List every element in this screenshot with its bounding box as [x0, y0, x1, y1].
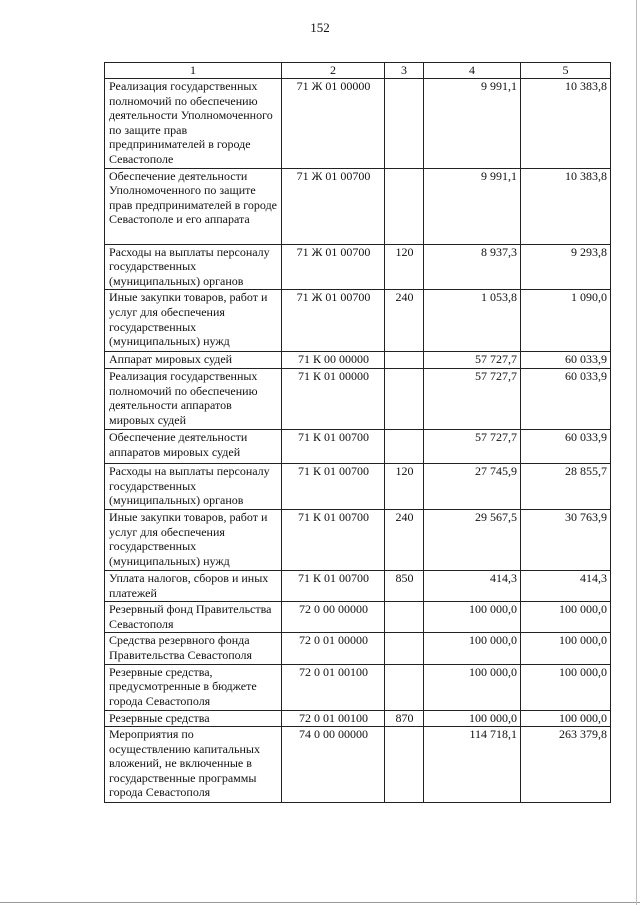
row-code: 71 К 01 00000: [282, 368, 385, 429]
row-value-1: 100 000,0: [424, 633, 521, 664]
row-name: Реализация государственных полномочий по обеспечению деятельности аппаратов мировых судей: [105, 368, 282, 429]
row-value-1: 114 718,1: [424, 727, 521, 803]
row-value-1: 29 567,5: [424, 509, 521, 570]
row-value-2: 100 000,0: [521, 633, 611, 664]
table-row: [105, 727, 611, 803]
header-col-5: 5: [521, 63, 611, 79]
row-type: 870: [385, 710, 424, 727]
row-code: 71 Ж 01 00700: [282, 244, 385, 290]
table-row: [105, 710, 611, 727]
table-row: [105, 352, 611, 369]
row-value-2: 414,3: [521, 570, 611, 601]
header-col-4: 4: [424, 63, 521, 79]
row-type: [385, 602, 424, 633]
row-code: 71 Ж 01 00700: [282, 290, 385, 352]
table-row: [105, 633, 611, 664]
row-code: 72 0 01 00000: [282, 633, 385, 664]
row-name: Резервные средства, предусмотренные в бюджете города Севастополя: [105, 664, 282, 710]
page-bottom-edge: [0, 902, 640, 903]
header-col-2: 2: [282, 63, 385, 79]
row-code: 71 К 01 00700: [282, 570, 385, 601]
row-name: Уплата налогов, сборов и иных платежей: [105, 570, 282, 601]
row-value-2: 60 033,9: [521, 429, 611, 463]
row-name: Обеспечение деятельности аппаратов мировых судей: [105, 429, 282, 463]
row-value-2: 100 000,0: [521, 602, 611, 633]
row-value-1: 100 000,0: [424, 602, 521, 633]
row-type: [385, 664, 424, 710]
row-code: 71 Ж 01 00700: [282, 168, 385, 244]
row-value-2: 30 763,9: [521, 509, 611, 570]
table-row: [105, 570, 611, 601]
budget-table: [104, 62, 611, 803]
row-value-1: 9 991,1: [424, 79, 521, 169]
table-row: [105, 368, 611, 429]
row-value-2: 263 379,8: [521, 727, 611, 803]
row-value-2: 1 090,0: [521, 290, 611, 352]
row-code: 71 К 01 00700: [282, 429, 385, 463]
row-name: Иные закупки товаров, работ и услуг для обеспечения государственных (муниципальных) нужд: [105, 290, 282, 352]
row-type: 240: [385, 509, 424, 570]
row-value-1: 27 745,9: [424, 463, 521, 509]
row-value-2: 10 383,8: [521, 168, 611, 244]
table-row: [105, 168, 611, 244]
row-value-1: 1 053,8: [424, 290, 521, 352]
row-type: 850: [385, 570, 424, 601]
header-col-1: 1: [105, 63, 282, 79]
table-row: [105, 602, 611, 633]
row-value-2: 10 383,8: [521, 79, 611, 169]
row-name: Иные закупки товаров, работ и услуг для обеспечения государственных (муниципальных) нужд: [105, 509, 282, 570]
row-value-1: 8 937,3: [424, 244, 521, 290]
row-value-1: 100 000,0: [424, 664, 521, 710]
row-value-1: 414,3: [424, 570, 521, 601]
table-header-row: [105, 63, 611, 79]
row-type: [385, 168, 424, 244]
row-code: 71 Ж 01 00000: [282, 79, 385, 169]
row-value-2: 9 293,8: [521, 244, 611, 290]
table-row: [105, 429, 611, 463]
row-name: Реализация государственных полномочий по обеспечению деятельности Уполномоченного по защите прав предпринимателей в городе Севастополе: [105, 79, 282, 169]
row-value-2: 60 033,9: [521, 352, 611, 369]
row-code: 72 0 00 00000: [282, 602, 385, 633]
row-value-1: 100 000,0: [424, 710, 521, 727]
row-name: Расходы на выплаты персоналу государственных (муниципальных) органов: [105, 463, 282, 509]
row-value-1: 57 727,7: [424, 352, 521, 369]
row-name: Аппарат мировых судей: [105, 352, 282, 369]
row-value-2: 100 000,0: [521, 710, 611, 727]
row-type: [385, 79, 424, 169]
row-value-2: 100 000,0: [521, 664, 611, 710]
row-value-1: 9 991,1: [424, 168, 521, 244]
row-type: [385, 633, 424, 664]
table-row: [105, 244, 611, 290]
row-type: [385, 352, 424, 369]
table-row: [105, 79, 611, 169]
row-code: 74 0 00 00000: [282, 727, 385, 803]
row-value-2: 28 855,7: [521, 463, 611, 509]
table-row: [105, 509, 611, 570]
row-type: 120: [385, 463, 424, 509]
table-row: [105, 463, 611, 509]
row-type: 120: [385, 244, 424, 290]
row-name: Обеспечение деятельности Уполномоченного по защите прав предпринимателей в городе Севастополе и его аппарата: [105, 168, 282, 244]
row-value-1: 57 727,7: [424, 429, 521, 463]
row-name: Расходы на выплаты персоналу государственных (муниципальных) органов: [105, 244, 282, 290]
page-right-edge: [636, 0, 637, 905]
row-code: 72 0 01 00100: [282, 710, 385, 727]
row-code: 71 К 00 00000: [282, 352, 385, 369]
row-type: 240: [385, 290, 424, 352]
header-col-3: 3: [385, 63, 424, 79]
row-name: Средства резервного фонда Правительства Севастополя: [105, 633, 282, 664]
page-number: 152: [310, 20, 330, 35]
row-type: [385, 429, 424, 463]
table-row: [105, 664, 611, 710]
row-value-1: 57 727,7: [424, 368, 521, 429]
row-code: 72 0 01 00100: [282, 664, 385, 710]
row-type: [385, 727, 424, 803]
table-row: [105, 290, 611, 352]
row-value-2: 60 033,9: [521, 368, 611, 429]
row-code: 71 К 01 00700: [282, 509, 385, 570]
row-type: [385, 368, 424, 429]
row-name: Резервные средства: [105, 710, 282, 727]
row-code: 71 К 01 00700: [282, 463, 385, 509]
row-name: Резервный фонд Правительства Севастополя: [105, 602, 282, 633]
row-name: Мероприятия по осуществлению капитальных вложений, не включенные в государственные программы города Севастополя: [105, 727, 282, 803]
